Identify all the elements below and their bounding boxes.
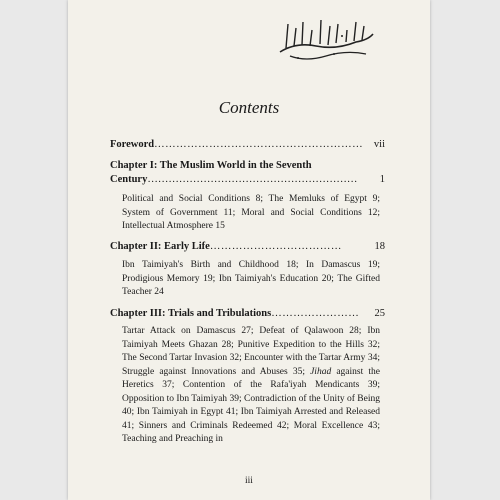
chapter-3-title: Chapter III: Trials and Tribulations bbox=[110, 308, 272, 319]
foreword-dots: ………………………………………………… bbox=[154, 139, 364, 150]
chapter-3-sections-part2: against the Heretics 37; Contention of the Rafa'iyah Mendicants 39; Opposition to Ibn Taimiyah 39; Contradiction of the Unity of Being 40; Ibn Taimiyah in Egypt 41; Ibn Taimiyah Arrested and Released 41; Sinners and Criminals Redeemed 42; Moral Excellence 43; Teaching and Preaching in bbox=[122, 366, 380, 444]
chapter-2-sections: Ibn Taimiyah's Birth and Childhood 18; In Damascus 19; Prodigious Memory 19; Ibn Taimiyah's Education 20; The Gifted Teacher 24 bbox=[122, 260, 380, 297]
book-page bbox=[68, 0, 430, 500]
chapter-1-dots: …………………………………………………… bbox=[147, 174, 358, 185]
chapter-3-sections bbox=[122, 325, 380, 447]
chapter-2-dots: ……………………………… bbox=[209, 241, 342, 252]
toc-entry-chapter-3 bbox=[110, 307, 385, 321]
toc-entry-chapter-1 bbox=[110, 159, 385, 173]
chapter-2-page: 18 bbox=[374, 241, 385, 252]
toc-entry-foreword bbox=[110, 138, 385, 152]
chapter-3-sections-part1: Tartar Attack on Damascus 27; Defeat of Qalawoon 28; Ibn Taimiyah Meets Ghazan 28; Punitive Expedition to the Hills 32; The Second Tartar Invasion 32; Encounter with the Tartar Army 34; Struggle against Innovations and Abuses 35; bbox=[122, 326, 380, 377]
page-number: iii bbox=[245, 476, 253, 486]
foreword-page: vii bbox=[373, 139, 385, 150]
chapter-3-sections-jihad: Jihad bbox=[310, 366, 332, 377]
chapter-1-title-cont bbox=[110, 173, 385, 187]
chapter-3-page: 25 bbox=[374, 308, 385, 319]
toc-entry-chapter-2 bbox=[110, 240, 385, 254]
chapter-1-title-line2: Century bbox=[110, 174, 148, 185]
chapter-1-page: 1 bbox=[379, 174, 385, 185]
chapter-1-sections: Political and Social Conditions 8; The Memluks of Egypt 9; System of Government 11; Moral and Social Conditions 12; Intellectual Atmosphere 15 bbox=[122, 194, 380, 231]
foreword-title: Foreword bbox=[110, 139, 155, 150]
contents-heading: Contents bbox=[218, 98, 280, 117]
basmala-calligraphy-icon bbox=[276, 12, 376, 64]
chapter-1-title-line1: Chapter I: The Muslim World in the Seventh bbox=[110, 160, 312, 171]
chapter-3-dots: …………………… bbox=[271, 308, 360, 319]
chapter-2-title: Chapter II: Early Life bbox=[110, 241, 210, 252]
